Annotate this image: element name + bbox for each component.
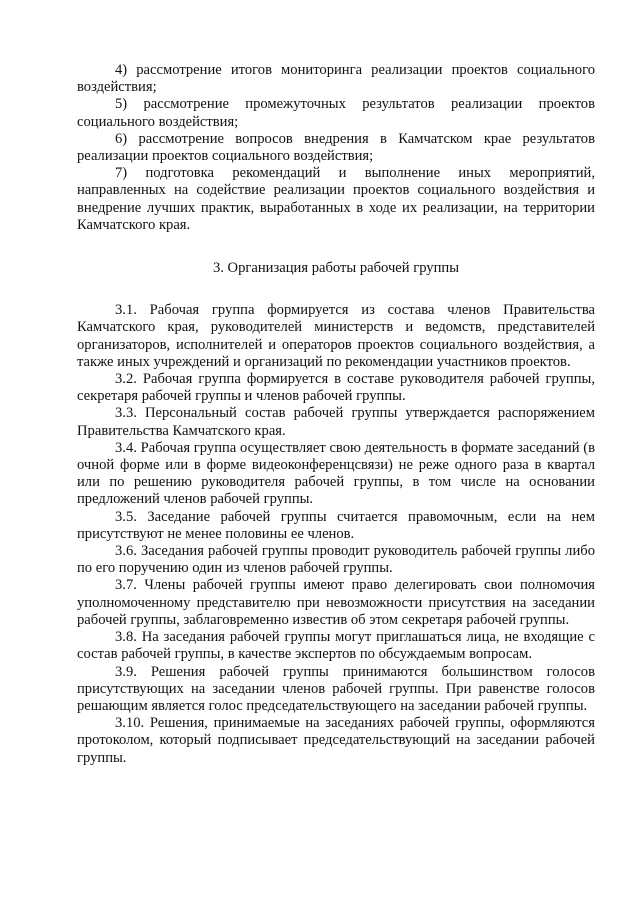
section-paragraph: 3.1. Рабочая группа формируется из состава членов Правительства Камчатского края, руководителей министерств и ведомств, представителей организаторов, исполнителей и операторов проектов социального воздействия, а также иных учреждений и организаций по рекомендации участников проектов.	[77, 302, 595, 370]
section-paragraph: 3.4. Рабочая группа осуществляет свою деятельность в формате заседаний (в очной форме или в форме видеоконференцсвязи) не реже одного раза в квартал или по решению руководителя рабочей группы, в том числе на основании предложений членов рабочей группы.	[77, 439, 595, 508]
section-paragraph: 3.9. Решения рабочей группы принимаются большинством голосов присутствующих на заседании членов рабочей группы. При равенстве голосов решающим является голос председательствующего на заседании рабочей группы.	[77, 663, 595, 714]
section-paragraph: 3.6. Заседания рабочей группы проводит руководитель рабочей группы либо по его поручению один из членов рабочей группы.	[77, 543, 595, 577]
section-paragraph: 3.10. Решения, принимаемые на заседаниях рабочей группы, оформляются протоколом, который подписывает председательствующий на заседании рабочей группы.	[77, 715, 595, 766]
document-page	[77, 62, 595, 767]
section-paragraph: 3.3. Персональный состав рабочей группы утверждается распоряжением Правительства Камчатского края.	[77, 405, 595, 439]
list-item: 7) подготовка рекомендаций и выполнение иных мероприятий, направленных на содействие реализации проектов социального воздействия и внедрение лучших практик, выработанных в ходе их реализации, на территории Камчатского края.	[77, 165, 595, 233]
section-paragraph: 3.7. Члены рабочей группы имеют право делегировать свои полномочия уполномоченному представителю при невозможности присутствия на заседании рабочей группы, заблаговременно известив об этом секретаря рабочей группы.	[77, 577, 595, 628]
list-item: 4) рассмотрение итогов мониторинга реализации проектов социального воздействия;	[77, 62, 595, 96]
section-paragraph: 3.8. На заседания рабочей группы могут приглашаться лица, не входящие с состав рабочей группы, в качестве экспертов по обсуждаемым вопросам.	[77, 629, 595, 663]
list-item: 5) рассмотрение промежуточных результатов реализации проектов социального воздействия;	[77, 96, 595, 130]
section-heading: 3. Организация работы рабочей группы	[212, 260, 460, 277]
list-item: 6) рассмотрение вопросов внедрения в Камчатском крае результатов реализации проектов социального воздействия;	[77, 130, 595, 165]
section-paragraph: 3.5. Заседание рабочей группы считается правомочным, если на нем присутствуют не менее половины ее членов.	[77, 508, 595, 542]
section-paragraph: 3.2. Рабочая группа формируется в составе руководителя рабочей группы, секретаря рабочей группы и членов рабочей группы.	[77, 371, 595, 405]
